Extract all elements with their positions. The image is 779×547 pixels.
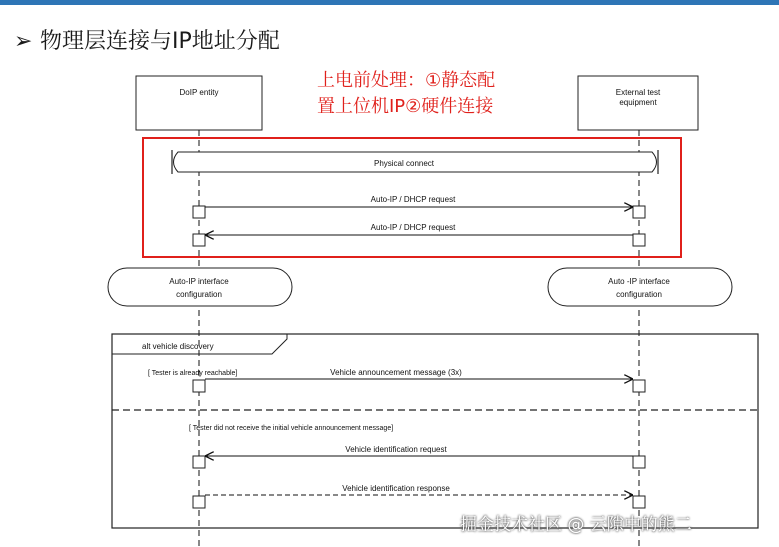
state-left-line1: Auto-IP interface <box>169 277 229 286</box>
state-right-line2: configuration <box>616 290 662 299</box>
message-label-autoip-request-2: Auto-IP / DHCP request <box>370 223 456 232</box>
lifeline-label-external-line2: equipment <box>619 98 657 107</box>
activation-box-doip-1 <box>193 206 205 218</box>
alt-guard-2: [ Tester did not receive the initial vehicle announcement message] <box>189 425 394 432</box>
state-right-autoip-config <box>548 268 732 306</box>
lifeline-label-doip-entity: DoIP entity <box>179 88 219 97</box>
activation-box-tester-4 <box>633 456 645 468</box>
activation-box-doip-5 <box>193 496 205 508</box>
alt-fragment-label: alt vehicle discovery <box>142 342 214 351</box>
activation-box-tester-3 <box>633 380 645 392</box>
activation-box-tester-1 <box>633 206 645 218</box>
state-right-line1: Auto -IP interface <box>608 277 670 286</box>
activation-box-doip-3 <box>193 380 205 392</box>
message-label-physical-connect: Physical connect <box>373 159 435 168</box>
activation-box-doip-4 <box>193 456 205 468</box>
message-label-vehicle-announcement: Vehicle announcement message (3x) <box>330 368 462 377</box>
bullet-arrow-icon: ➢ <box>14 29 33 54</box>
message-label-vehicle-id-response: Vehicle identification response <box>342 484 450 493</box>
activation-box-tester-5 <box>633 496 645 508</box>
activation-box-tester-2 <box>633 234 645 246</box>
state-left-line2: configuration <box>176 290 222 299</box>
slide-title-text: 物理层连接与IP地址分配 <box>40 29 280 54</box>
lifeline-box-doip-entity <box>136 76 262 130</box>
alt-guard-1: [ Tester is already reachable] <box>148 370 238 377</box>
note-line-1: 上电前处理：①静态配 <box>317 70 496 91</box>
activation-box-doip-2 <box>193 234 205 246</box>
watermark: 掘金技术社区 @ 云隙中的熊二 <box>460 515 692 535</box>
message-label-autoip-request-1: Auto-IP / DHCP request <box>370 195 456 204</box>
state-left-autoip-config <box>108 268 292 306</box>
note-line-2: 置上位机IP②硬件连接 <box>317 96 494 117</box>
lifeline-label-external-line1: External test <box>615 88 661 97</box>
message-label-vehicle-id-request: Vehicle identification request <box>345 445 447 454</box>
